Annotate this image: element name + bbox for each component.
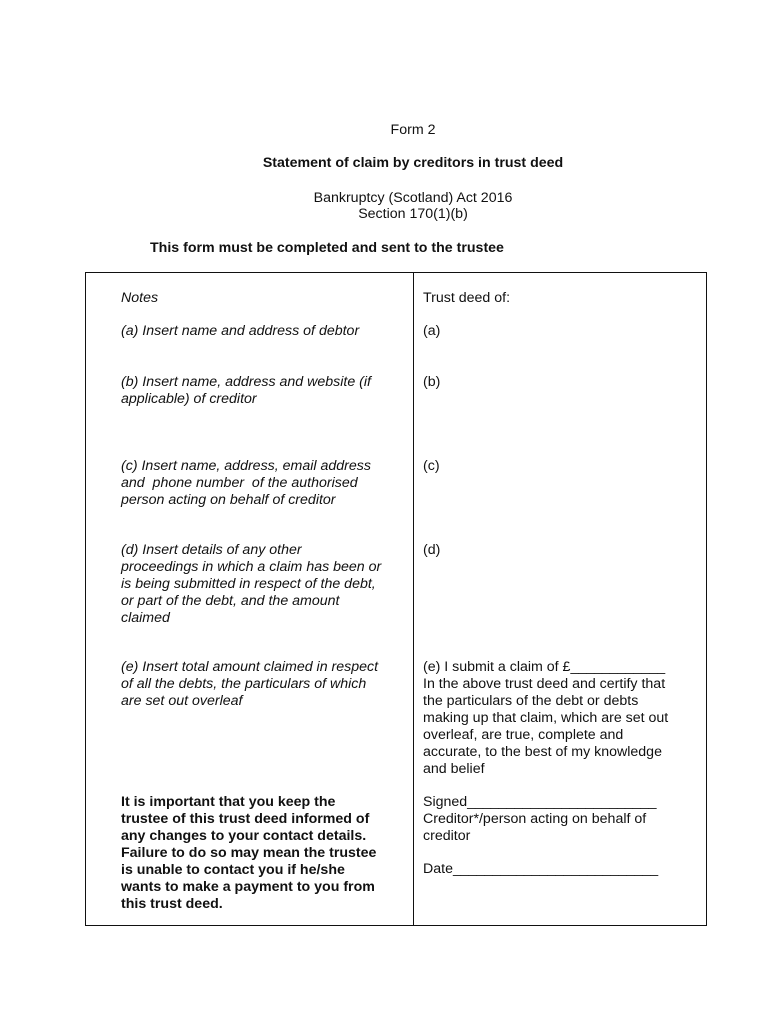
signatory-role-line: Creditor*/person acting on behalf of [423,811,647,827]
trust-deed-of-label: Trust deed of: [423,290,511,306]
note-c-line: person acting on behalf of creditor [121,492,336,508]
note-d [121,542,411,627]
authorised-person-field[interactable]: (c) [423,458,440,474]
claim-text-line: overleaf, are true, complete and [423,727,624,743]
note-d-line: (d) Insert details of any other [121,542,302,558]
note-d-line: claimed [121,610,170,626]
note-a-line: (a) Insert name and address of debtor [121,323,360,339]
form-number: Form 2 [390,122,436,138]
creditor-field[interactable]: (b) [423,374,441,390]
form-title: Statement of claim by creditors in trust deed [262,155,564,171]
note-b-line: (b) Insert name, address and website (if [121,374,371,390]
warning-line: this trust deed. [121,896,223,912]
note-a [121,323,411,340]
note-e-line: are set out overleaf [121,693,243,709]
note-e [121,659,411,710]
claim-text-line: the particulars of the debt or debts [423,693,639,709]
warning-line: is unable to contact you if he/she [121,862,345,878]
note-e-line: of all the debts, the particulars of which [121,676,367,692]
warning-line: Failure to do so may mean the trustee [121,845,377,861]
signature-block [423,794,699,845]
note-d-line: proceedings in which a claim has been or [121,559,382,575]
claim-text-line: making up that claim, which are set out [423,710,669,726]
claim-statement[interactable] [423,659,699,778]
other-proceedings-field[interactable]: (d) [423,542,441,558]
warning-line: wants to make a payment to you from [121,879,375,895]
act-name: Bankruptcy (Scotland) Act 2016 [313,190,513,206]
warning-line: It is important that you keep the [121,794,336,810]
notes-heading: Notes [121,290,159,306]
claim-amount-line[interactable]: (e) I submit a claim of £____________ [423,659,666,675]
signature-field[interactable]: Signed________________________ [423,794,657,810]
warning-line: trustee of this trust deed informed of [121,811,370,827]
claim-text-line: accurate, to the best of my knowledge [423,744,662,760]
form-instruction: This form must be completed and sent to the trustee [150,240,504,256]
note-c-line: (c) Insert name, address, email address [121,458,371,474]
debtor-field[interactable]: (a) [423,323,441,339]
date-field[interactable]: Date__________________________ [423,861,659,877]
note-b-line: applicable) of creditor [121,391,257,407]
claim-text-line: In the above trust deed and certify that [423,676,666,692]
claim-text-line: and belief [423,761,485,777]
note-c [121,458,411,509]
act-section: Section 170(1)(b) [358,206,468,222]
note-b [121,374,411,408]
signatory-role-line: creditor [423,828,471,844]
warning-line: any changes to your contact details. [121,828,367,844]
column-divider [413,272,414,926]
contact-warning [121,794,406,913]
note-c-line: and phone number of the authorised [121,475,358,491]
note-d-line: or part of the debt, and the amount [121,593,340,609]
note-d-line: is being submitted in respect of the debt, [121,576,376,592]
note-e-line: (e) Insert total amount claimed in respect [121,659,379,675]
